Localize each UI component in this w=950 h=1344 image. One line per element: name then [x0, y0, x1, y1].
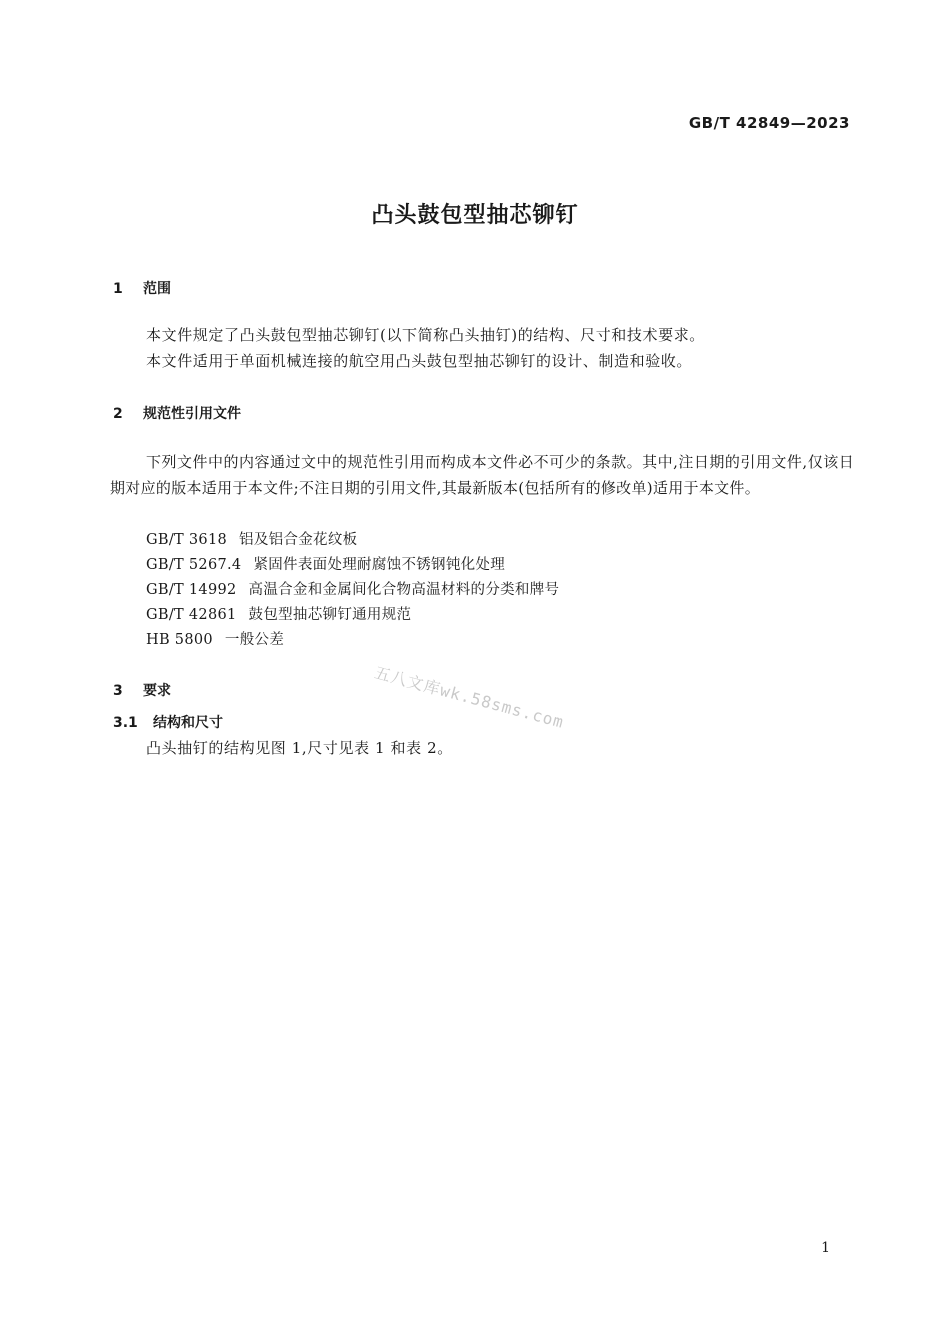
section-title: 范围	[143, 281, 171, 297]
reference-title: 铝及铝合金花纹板	[239, 532, 358, 548]
section-heading-normative-references	[113, 403, 241, 423]
subsection-heading-structure	[113, 712, 223, 732]
section-title: 要求	[143, 683, 171, 699]
reference-code: HB 5800	[146, 632, 213, 648]
reference-code: GB/T 3618	[146, 532, 228, 548]
reference-item	[146, 603, 411, 624]
subsection-number: 3.1	[113, 715, 138, 731]
reference-code: GB/T 14992	[146, 582, 237, 598]
reference-title: 高温合金和金属间化合物高温材料的分类和牌号	[248, 582, 560, 598]
reference-item	[146, 578, 559, 599]
section-title: 规范性引用文件	[143, 406, 241, 422]
scope-paragraph-2: 本文件适用于单面机械连接的航空用凸头鼓包型抽芯铆钉的设计、制造和验收。	[146, 352, 693, 370]
section-heading-scope	[113, 278, 171, 298]
reference-title: 紧固件表面处理耐腐蚀不锈钢钝化处理	[253, 557, 506, 573]
reference-title: 一般公差	[224, 632, 285, 648]
reference-code: GB/T 42861	[146, 607, 237, 623]
standard-code: GB/T 42849—2023	[688, 114, 850, 132]
reference-item	[146, 553, 505, 574]
reference-item	[146, 628, 284, 649]
subsection-title: 结构和尺寸	[153, 715, 223, 731]
section-number: 1	[113, 281, 123, 297]
section-number: 2	[113, 406, 123, 422]
references-intro-paragraph: 下列文件中的内容通过文中的规范性引用而构成本文件必不可少的条款。其中,注日期的引用文件,仅该日期对应的版本适用于本文件;不注日期的引用文件,其最新版本(包括所有的修改单)适用于本文件。	[110, 453, 854, 497]
reference-code: GB/T 5267.4	[146, 557, 242, 573]
watermark: 五八文库wk.58sms.com	[372, 662, 567, 732]
structure-paragraph: 凸头抽钉的结构见图 1,尺寸见表 1 和表 2。	[146, 739, 453, 757]
document-title: 凸头鼓包型抽芯铆钉	[371, 203, 579, 228]
reference-title: 鼓包型抽芯铆钉通用规范	[248, 607, 412, 623]
page-number: 1	[821, 1240, 830, 1256]
scope-paragraph-1: 本文件规定了凸头鼓包型抽芯铆钉(以下简称凸头抽钉)的结构、尺寸和技术要求。	[146, 326, 705, 344]
reference-item	[146, 528, 357, 549]
section-heading-requirements	[113, 680, 171, 700]
section-number: 3	[113, 683, 123, 699]
